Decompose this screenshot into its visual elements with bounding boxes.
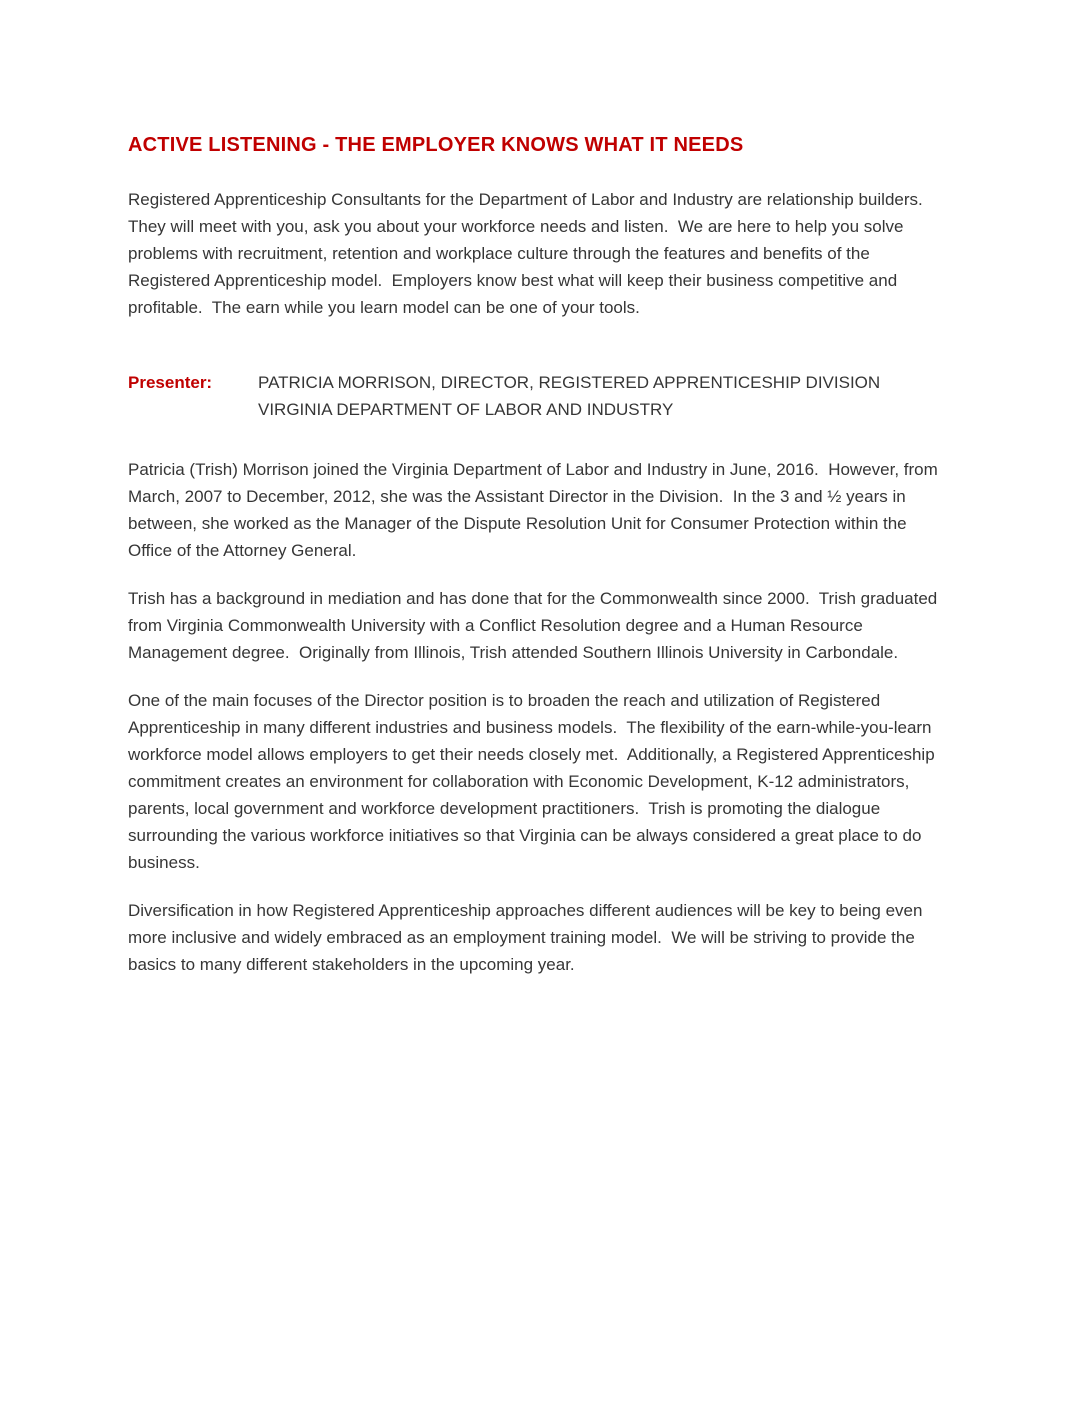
presenter-name-title: PATRICIA MORRISON, DIRECTOR, REGISTERED APPRENTICESHIP DIVISION (258, 373, 881, 392)
presenter-label: Presenter: (128, 373, 213, 392)
presenter-info (258, 369, 950, 423)
intro-paragraph: Registered Apprenticeship Consultants for the Department of Labor and Industry are relationship builders. They will meet with you, ask you about your workforce needs and listen. We are here to help you solve problems with recruitment, retention and workplace culture through the features and benefits of the Registered Apprenticeship model. Employers know best what will keep their business competitive and profitable. The earn while you learn model can be one of your tools. (128, 190, 932, 317)
presenter-organization: VIRGINIA DEPARTMENT OF LABOR AND INDUSTRY (258, 400, 674, 419)
presenter-block (128, 369, 950, 423)
bio-paragraph-4: Diversification in how Registered Apprenticeship approaches different audiences will be key to being even more inclusive and widely embraced as an employment training model. We will be striving to provide the basics to many different stakeholders in the upcoming year. (128, 901, 928, 974)
bio-paragraph-3: One of the main focuses of the Director position is to broaden the reach and utilization of Registered Apprenticeship in many different industries and business models. The flexibility of the earn-while-you-learn workforce model allows employers to get their needs closely met. Additionally, a Registered Apprenticeship commitment creates an environment for collaboration with Economic Development, K-12 administrators, parents, local government and workforce development practitioners. Trish is promoting the dialogue surrounding the various workforce initiatives so that Virginia can be always considered a great place to do business. (128, 691, 940, 872)
bio-paragraph-2: Trish has a background in mediation and has done that for the Commonwealth since 2000. Trish graduated from Virginia Commonwealth University with a Conflict Resolution degree and a Human Resource Management degree. Originally from Illinois, Trish attended Southern Illinois University in Carbondale. (128, 589, 942, 662)
document-heading: ACTIVE LISTENING - THE EMPLOYER KNOWS WHAT IT NEEDS (128, 134, 744, 156)
bio-paragraph-1: Patricia (Trish) Morrison joined the Virginia Department of Labor and Industry in June, 2016. However, from March, 2007 to December, 2012, she was the Assistant Director in the Division. In the 3 and ½ years in between, she worked as the Manager of the Dispute Resolution Unit for Consumer Protection within the Office of the Attorney General. (128, 460, 943, 560)
